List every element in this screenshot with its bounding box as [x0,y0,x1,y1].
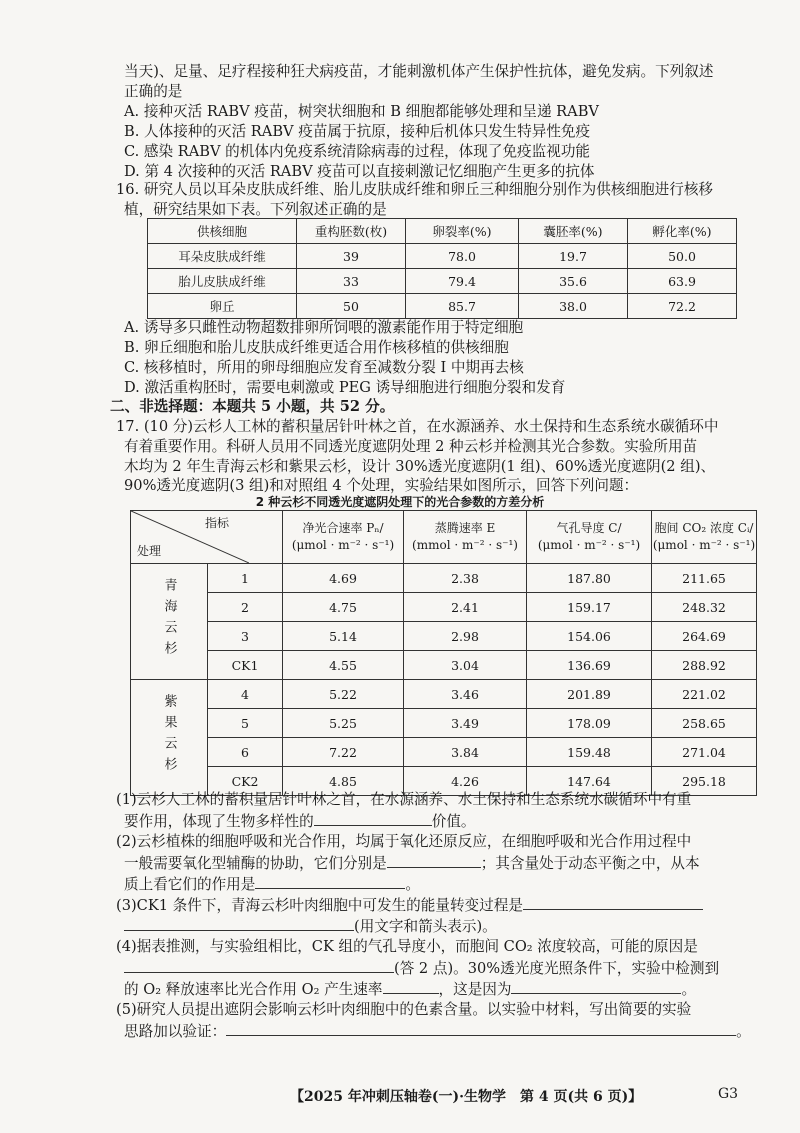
table-cell: 147.64 [527,767,652,796]
q17-sub4-line3: 的 O₂ 释放速率比光合作用 O₂ 产生速率 ，这是因为 。 [124,981,697,998]
table-cell: 72.2 [628,294,737,319]
q15-option-c: C. 感染 RABV 的机体内免疫系统清除病毒的过程，体现了免疫监视功能 [124,143,591,160]
table-cell: 2.98 [404,622,527,651]
table-cell: 295.18 [652,767,757,796]
q17-stem-line1: 17. (10 分)云杉人工林的蓄积量居针叶林之首，在水源涵养、水土保持和生态系统水碳循环中 [116,418,719,435]
q16-stem-line1: 16. 研究人员以耳朵皮肤成纤维、胎儿皮肤成纤维和卵丘三种细胞分别作为供核细胞进行核移 [116,181,714,198]
table-cell: 5.22 [283,680,404,709]
table-row [131,651,757,680]
table-cell: 1 [208,564,283,593]
table-cell: CK2 [208,767,283,796]
answer-blank[interactable] [314,811,432,826]
table-row [131,622,757,651]
page-footer: 【2025 年冲刺压轴卷(一)·生物学 第 4 页(共 6 页)】 [290,1089,643,1105]
table-header-cell: 重构胚数(枚) [297,219,406,244]
table-cell: 159.17 [527,593,652,622]
table-cell: 35.6 [519,269,628,294]
table-cell: 胎儿皮肤成纤维 [148,269,297,294]
table-cell: 5.14 [283,622,404,651]
table-corner-cell [131,511,283,564]
table-row [131,709,757,738]
q17-stem-line4: 90%透光度遮阴(3 组)和对照组 4 个处理，实验结果如图所示，回答下列问题： [124,477,639,494]
answer-blank[interactable] [124,916,354,931]
table-header-row [148,219,737,244]
table-cell: 79.4 [406,269,519,294]
table-cell: 201.89 [527,680,652,709]
table-header-cell [652,511,757,564]
table-row [131,593,757,622]
table-cell: 3.49 [404,709,527,738]
table-cell: 50.0 [628,244,737,269]
table-header-cell [283,511,404,564]
answer-blank[interactable] [511,979,681,994]
q16-table [147,218,737,319]
corner-diagonal [131,511,249,563]
q16-option-c: C. 核移植时，所用的卵母细胞应发育至减数分裂 Ⅰ 中期再去核 [124,359,524,376]
table-header-cell: 孵化率(%) [628,219,737,244]
q15-option-a: A. 接种灭活 RABV 疫苗，树突状细胞和 B 细胞都能够处理和呈递 RABV [124,103,599,120]
group-label-qinghai: 青海云杉 [131,564,208,680]
q15-stem-line1: 当天)、足量、足疗程接种狂犬病疫苗，才能刺激机体产生保护性抗体，避免发病。下列叙述 [124,63,714,80]
answer-blank[interactable] [387,853,481,868]
table-cell: 50 [297,294,406,319]
table-cell: 187.80 [527,564,652,593]
table-cell: 78.0 [406,244,519,269]
q17-stem-line3: 木均为 2 年生青海云杉和紫果云杉，设计 30%透光度遮阴(1 组)、60%透光度遮阴(2 组)、 [124,458,716,475]
q17-table [130,510,757,796]
table-row [148,294,737,319]
header-label: 胞间 CO₂ 浓度 Cᵢ/ [654,521,754,535]
table-cell: 221.02 [652,680,757,709]
table-row [131,564,757,593]
header-unit: (μmol · m⁻² · s⁻¹) [291,538,395,552]
table-cell: 288.92 [652,651,757,680]
table-header-row [131,511,757,564]
q17-sub3-line1: (3)CK1 条件下，青海云杉叶肉细胞中可发生的能量转变过程是 [116,895,758,916]
q16-option-d: D. 激活重构胚时，需要电刺激或 PEG 诱导细胞进行细胞分裂和发育 [124,379,566,396]
table-cell: 85.7 [406,294,519,319]
table-cell: 7.22 [283,738,404,767]
table-header-cell: 供核细胞 [148,219,297,244]
table-row [148,244,737,269]
table-cell: 4.26 [404,767,527,796]
table-cell: CK1 [208,651,283,680]
page-code: G3 [718,1086,739,1102]
table-cell: 136.69 [527,651,652,680]
answer-blank[interactable] [124,958,394,973]
q17-sub3-line2: (用文字和箭头表示)。 [124,916,758,937]
header-label: 气孔导度 C/ [556,521,622,535]
q15-option-d: D. 第 4 次接种的灭活 RABV 疫苗可以直接刺激记忆细胞产生更多的抗体 [124,163,595,180]
table-cell: 258.65 [652,709,757,738]
answer-blank[interactable] [523,895,703,910]
header-unit: (μmol · m⁻² · s⁻¹) [652,538,756,552]
table-header-cell: 囊胚率(%) [519,219,628,244]
header-unit: (μmol · m⁻² · s⁻¹) [537,538,641,552]
table-cell: 2.41 [404,593,527,622]
table-cell: 211.65 [652,564,757,593]
table-cell: 3.84 [404,738,527,767]
q17-sub1-line2: 要作用，体现了生物多样性的 价值。 [124,813,476,830]
q16-option-b: B. 卵丘细胞和胎儿皮肤成纤维更适合用作核移植的供核细胞 [124,339,509,356]
corner-label-top: 指标 [205,516,230,530]
answer-blank[interactable] [255,874,405,889]
table-cell: 248.32 [652,593,757,622]
table-cell: 2 [208,593,283,622]
answer-blank[interactable] [226,1021,736,1036]
header-label: 净光合速率 Pₙ/ [302,521,384,535]
table-cell: 264.69 [652,622,757,651]
table-cell: 6 [208,738,283,767]
table-cell: 63.9 [628,269,737,294]
table-cell: 2.38 [404,564,527,593]
table-cell: 178.09 [527,709,652,738]
q17-sub2-line2: 一般需要氧化型辅酶的协助，它们分别是 ；其含量处于动态平衡之中，从本 [124,855,700,872]
answer-blank[interactable] [383,979,439,994]
q17-stem-line2: 有着重要作用。科研人员用不同透光度遮阴处理 2 种云杉并检测其光合参数。实验所用苗 [124,438,698,455]
q15-option-b: B. 人体接种的灭活 RABV 疫苗属于抗原，接种后机体只发生特异性免疫 [124,123,591,140]
table-row [131,738,757,767]
table-cell: 3.04 [404,651,527,680]
table-cell: 159.48 [527,738,652,767]
table-cell: 4.85 [283,767,404,796]
q17-sub2-line1: (2)云杉植株的细胞呼吸和光合作用，均属于氧化还原反应，在细胞呼吸和光合作用过程中 [116,833,692,850]
q17-sub4-line2: (答 2 点)。30%透光度光照条件下，实验中检测到 [124,958,758,979]
q16-stem-line2: 植，研究结果如下表。下列叙述正确的是 [124,201,387,218]
table-cell: 4.55 [283,651,404,680]
table-cell: 耳朵皮肤成纤维 [148,244,297,269]
table-cell: 4 [208,680,283,709]
table-cell: 卵丘 [148,294,297,319]
table-cell: 4.75 [283,593,404,622]
q17-sub5-line1: (5)研究人员提出遮阴会影响云杉叶肉细胞中的色素含量。以实验中材料，写出简要的实验 [116,1001,692,1018]
table-cell: 4.69 [283,564,404,593]
table-row [131,680,757,709]
section-heading: 二、非选择题：本题共 5 小题，共 52 分。 [110,398,395,415]
header-unit: (mmol · m⁻² · s⁻¹) [412,538,518,552]
table-cell: 33 [297,269,406,294]
table-cell: 38.0 [519,294,628,319]
header-label: 蒸腾速率 E [434,521,496,535]
q17-sub5-line2: 思路加以验证： 。 [124,1023,751,1040]
corner-label-bottom: 处理 [137,544,162,558]
table-cell: 3 [208,622,283,651]
table-cell: 5.25 [283,709,404,738]
q17-sub2-line3: 质上看它们的作用是 。 [124,876,420,893]
table-header-cell [527,511,652,564]
q15-stem-line2: 正确的是 [124,83,183,100]
group-label-ziguo: 紫果云杉 [131,680,208,796]
table-cell: 271.04 [652,738,757,767]
table-header-cell [404,511,527,564]
table-header-cell: 卵裂率(%) [406,219,519,244]
table-cell: 3.46 [404,680,527,709]
q17-sub1-line1: (1)云杉人工林的蓄积量居针叶林之首，在水源涵养、水土保持和生态系统水碳循环中有重 [116,791,692,808]
table-cell: 39 [297,244,406,269]
table-caption: 2 种云杉不同透光度遮阴处理下的光合参数的方差分析 [255,495,545,509]
table-row [148,269,737,294]
table-cell: 5 [208,709,283,738]
q17-sub4-line1: (4)据表推测，与实验组相比，CK 组的气孔导度小，而胞间 CO₂ 浓度较高，可能的原因是 [116,938,698,955]
table-cell: 19.7 [519,244,628,269]
q16-option-a: A. 诱导多只雌性动物超数排卵所饲喂的激素能作用于特定细胞 [124,319,524,336]
table-cell: 154.06 [527,622,652,651]
